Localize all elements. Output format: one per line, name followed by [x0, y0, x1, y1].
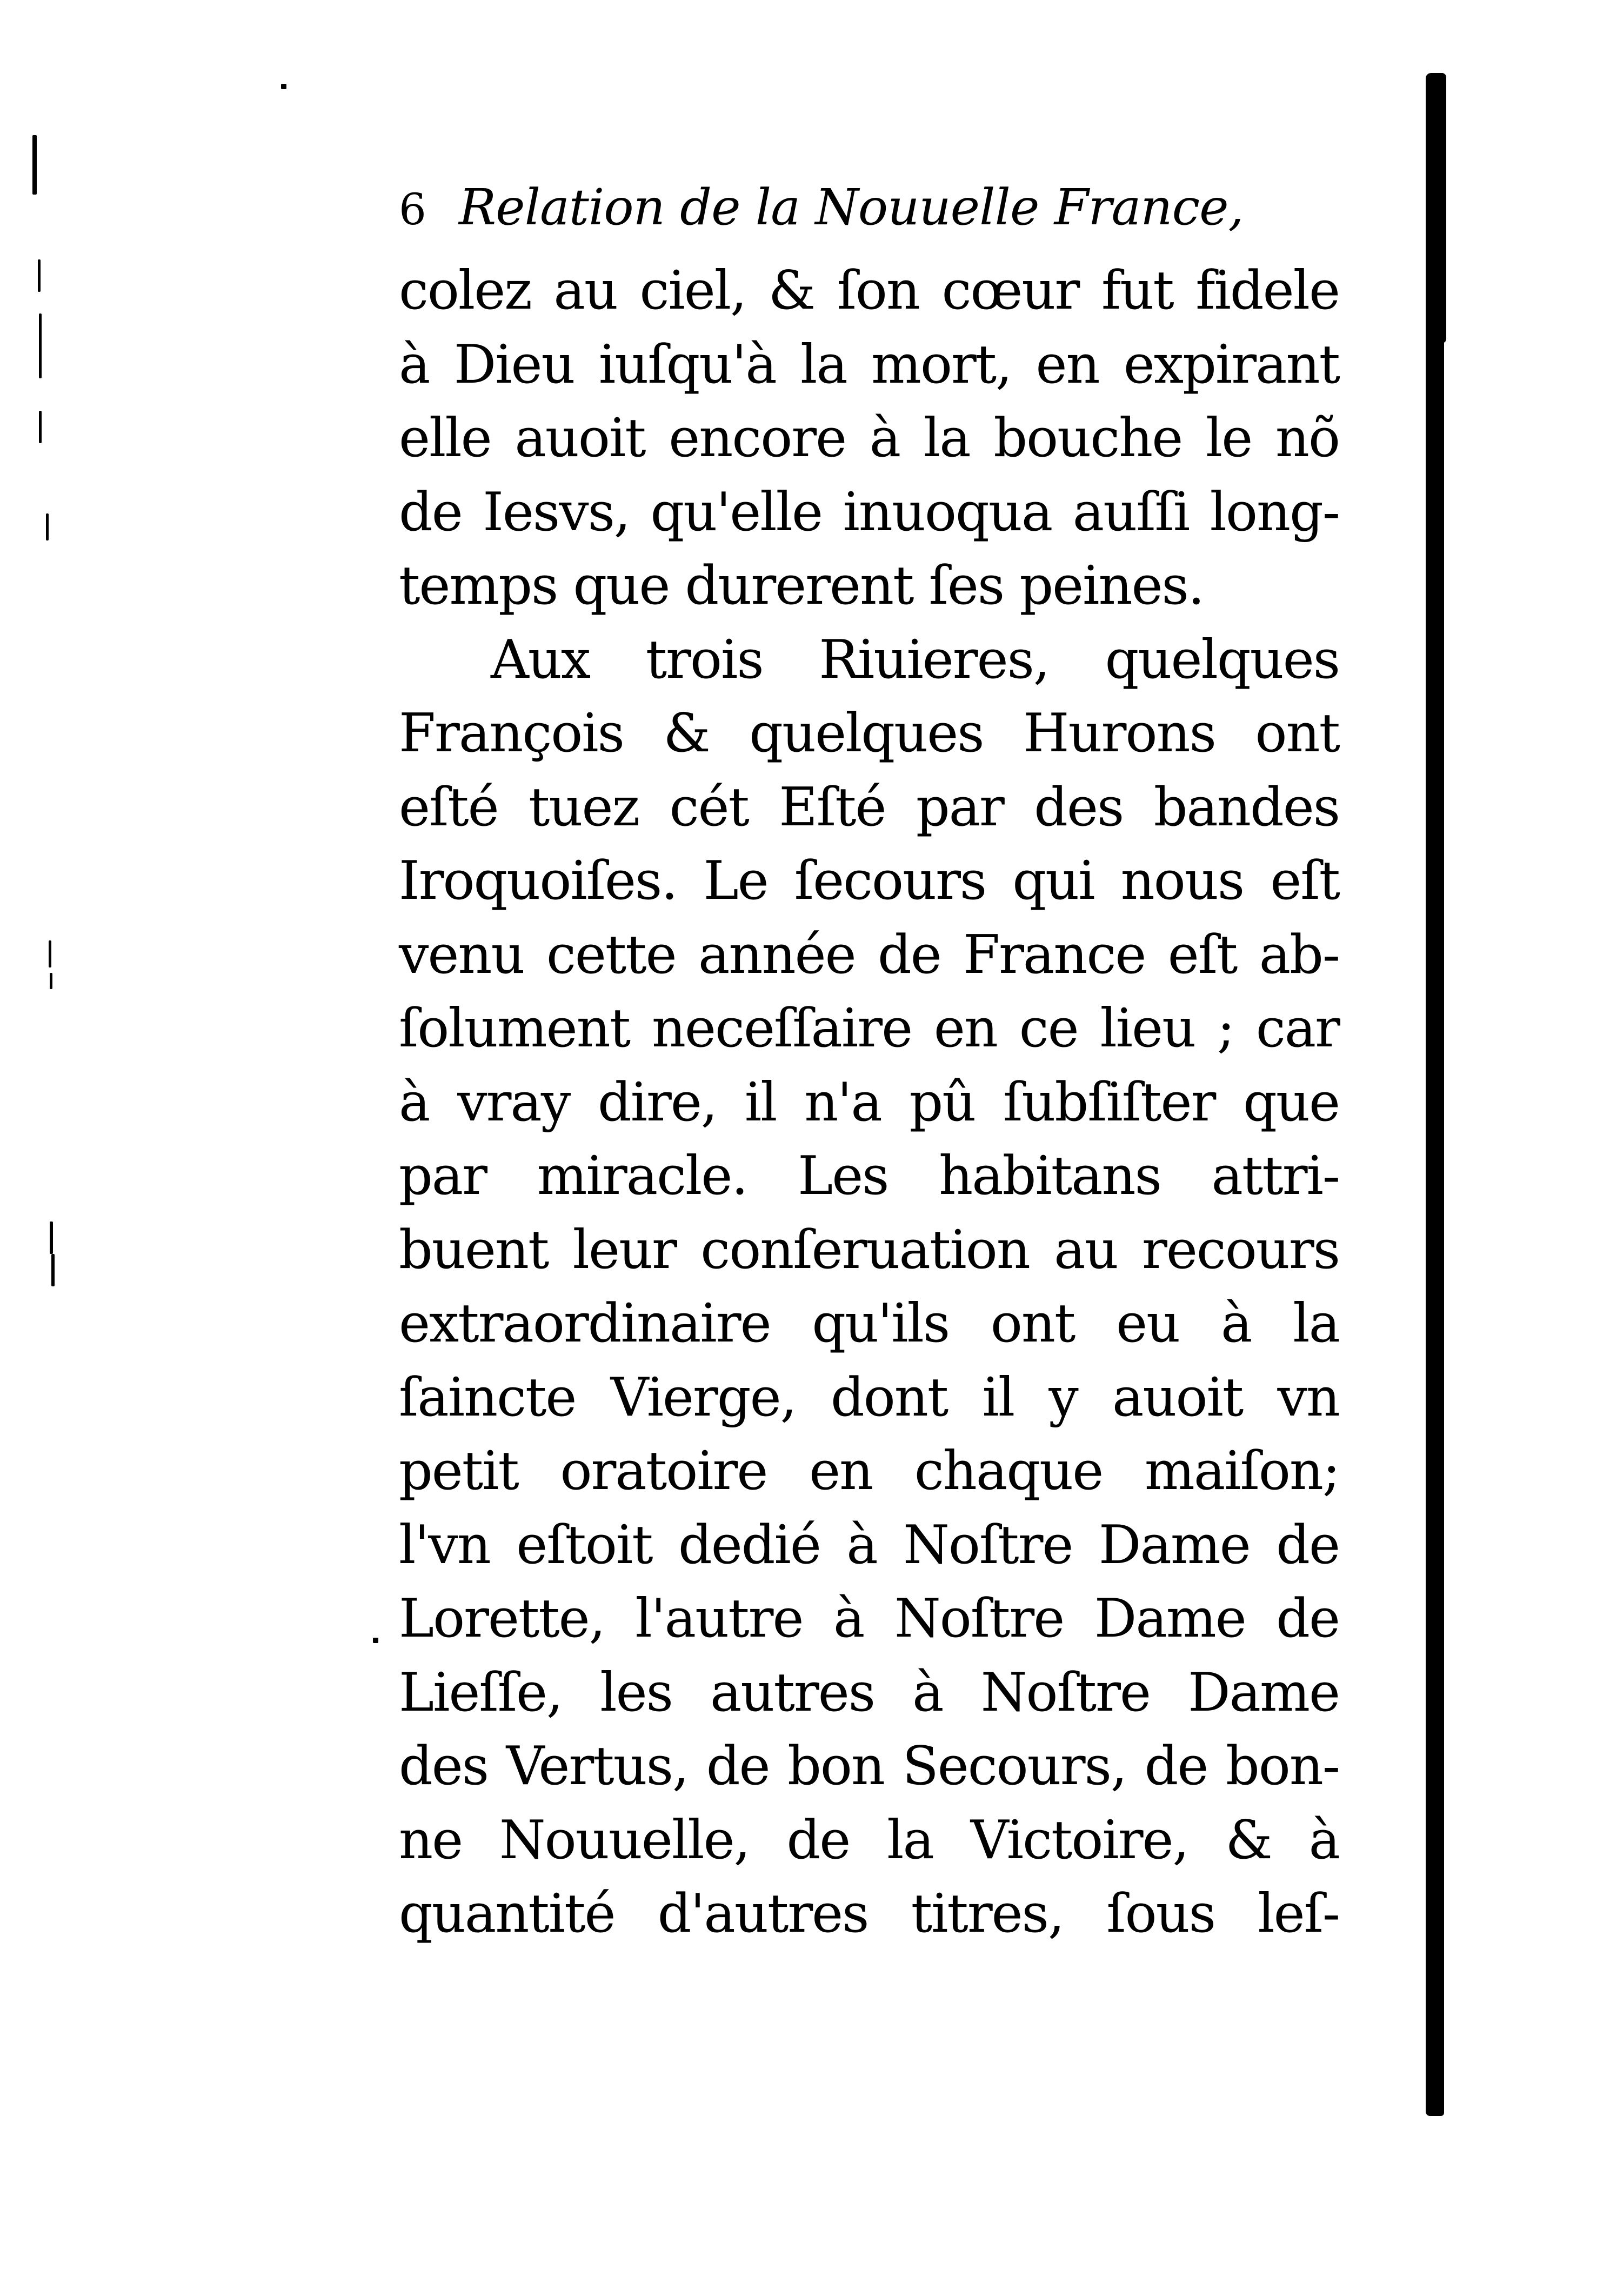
scan-speck	[51, 1254, 55, 1286]
text-line: à Dieu iuſqu'à la mort, en expirant	[399, 333, 1339, 396]
scan-speck	[46, 513, 49, 540]
text-line: elle auoit encore à la bouche le nõ	[399, 408, 1339, 469]
scan-speck	[39, 411, 42, 443]
body-text	[399, 254, 1339, 1951]
text-line: eſté tuez cét Eſté par des bandes	[399, 776, 1339, 838]
text-line: Lorette, l'autre à Noſtre Dame de	[399, 1588, 1339, 1650]
text-line: ſolument neceſſaire en ce lieu ; car	[399, 998, 1339, 1059]
text-line: ne Nouuelle, de la Victoire, & à	[399, 1809, 1339, 1871]
text-line: François & quelques Hurons ont	[399, 703, 1339, 764]
scan-speck	[32, 135, 37, 195]
scan-speck	[38, 259, 41, 292]
scan-speck	[50, 973, 52, 989]
text-line: Aux trois Riuieres, quelques	[491, 629, 1339, 691]
binding-shadow	[1426, 73, 1444, 2116]
text-line: colez au ciel, & ſon cœur fut fidele	[399, 260, 1339, 322]
text-line: extraordinaire qu'ils ont eu à la	[399, 1293, 1339, 1354]
text-line: l'vn eſtoit dedié à Noſtre Dame de	[399, 1514, 1339, 1576]
text-line: quantité d'autres titres, ſous leſ-	[399, 1883, 1339, 1945]
text-line: Lieſſe, les autres à Noſtre Dame	[399, 1661, 1339, 1724]
text-line: petit oratoire en chaque maiſon;	[399, 1440, 1339, 1502]
text-line: Iroquoiſes. Le ſecours qui nous eſt	[399, 850, 1339, 912]
text-line: venu cette année de France eſt ab-	[399, 924, 1339, 986]
scan-speck	[373, 1638, 378, 1643]
text-line: ſaincte Vierge, dont il y auoit vn	[399, 1366, 1339, 1429]
page-number: 6	[399, 184, 426, 235]
scan-speck	[49, 940, 51, 967]
text-line: buent leur conſeruation au recours	[399, 1219, 1339, 1281]
text-line: temps que durerent ſes peines.	[399, 555, 1204, 617]
text-line: à vray dire, il n'a pû ſubſiſter que	[399, 1071, 1339, 1133]
scan-speck	[281, 84, 286, 89]
scan-speck	[39, 313, 42, 378]
running-head	[399, 178, 1274, 243]
text-line: de Iesvs, qu'elle inuoqua auſſi long-	[399, 481, 1339, 543]
text-line: des Vertus, de bon Secours, de bon-	[399, 1736, 1339, 1797]
text-line: par miracle. Les habitans attri-	[399, 1145, 1339, 1207]
scan-speck	[50, 1222, 53, 1254]
running-title: Relation de la Nouuelle France,	[458, 178, 1244, 236]
